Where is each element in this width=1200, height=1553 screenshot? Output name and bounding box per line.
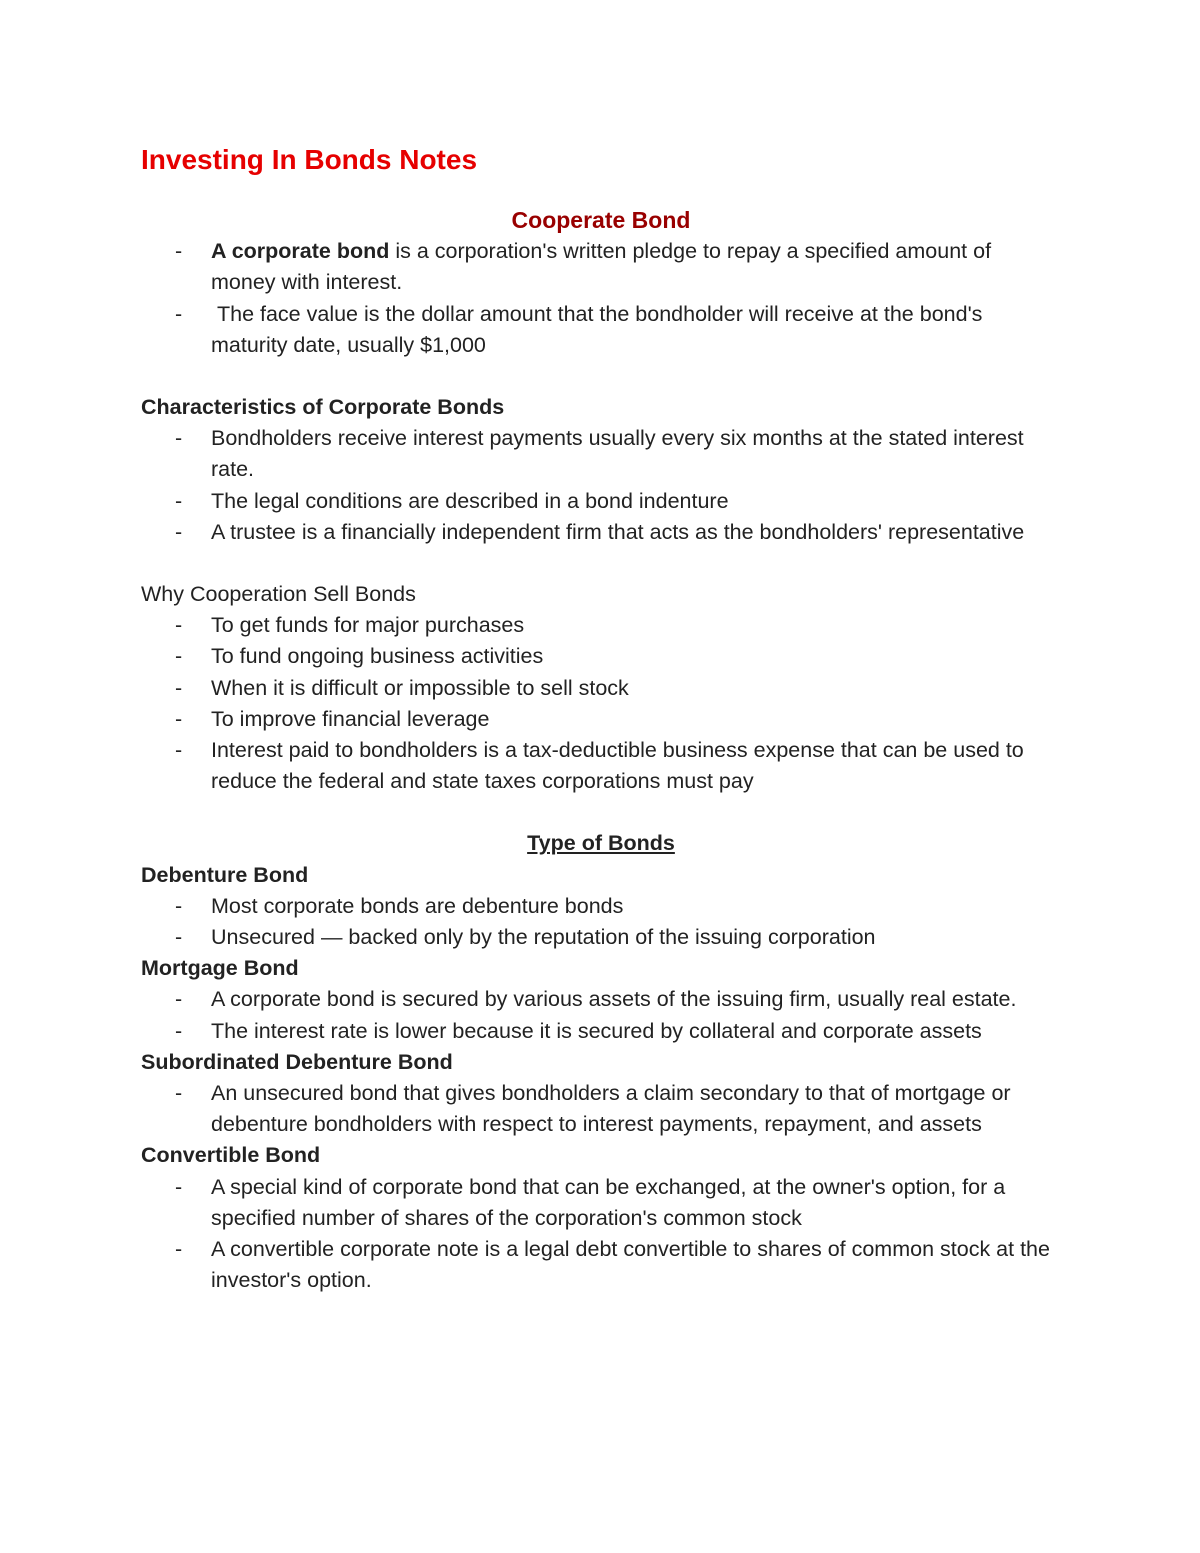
why-sell-heading: Why Cooperation Sell Bonds — [141, 582, 416, 607]
list-item: - To fund ongoing business activities — [141, 641, 1061, 672]
corporate-bond-term: A corporate bond — [211, 239, 390, 264]
cooperate-bond-heading: Cooperate Bond — [511, 207, 691, 233]
list-item: - The face value is the dollar amount that the bondholder will receive at the bond's maturity date, usually $1,000 — [141, 299, 1061, 361]
list-item: - Unsecured — backed only by the reputation of the issuing corporation — [141, 922, 1061, 953]
list-item: - When it is difficult or impossible to sell stock — [141, 673, 1061, 704]
characteristics-list — [141, 423, 1061, 548]
document-title: Investing In Bonds Notes — [141, 144, 478, 175]
cooperate-bond-list — [141, 236, 1061, 361]
list-item: - A trustee is a financially independent firm that acts as the bondholders' representative — [141, 517, 1061, 548]
list-item: - Interest paid to bondholders is a tax-deductible business expense that can be used to reduce the federal and state taxes corporations must pay — [141, 735, 1061, 797]
convertible-heading: Convertible Bond — [141, 1143, 321, 1168]
mortgage-heading: Mortgage Bond — [141, 956, 299, 981]
list-item: - To get funds for major purchases — [141, 610, 1061, 641]
convertible-list — [141, 1172, 1061, 1297]
list-item: - A convertible corporate note is a legal debt convertible to shares of common stock at the investor's option. — [141, 1234, 1061, 1296]
list-item: - A special kind of corporate bond that can be exchanged, at the owner's option, for a specified number of shares of the corporation's common stock — [141, 1172, 1061, 1234]
list-item: - A corporate bond is secured by various assets of the issuing firm, usually real estate. — [141, 984, 1061, 1015]
list-item: - The legal conditions are described in a bond indenture — [141, 486, 1061, 517]
document-page — [141, 140, 1061, 1297]
mortgage-list — [141, 984, 1061, 1046]
list-item: - The interest rate is lower because it is secured by collateral and corporate assets — [141, 1016, 1061, 1047]
list-item: - Bondholders receive interest payments usually every six months at the stated interest rate. — [141, 423, 1061, 485]
characteristics-heading: Characteristics of Corporate Bonds — [141, 395, 505, 420]
debenture-heading: Debenture Bond — [141, 862, 309, 887]
list-item — [141, 236, 1061, 298]
corporate-bond-definition: is a corporation's written pledge to repay a specified amount of money with interest. — [211, 239, 992, 295]
list-item: - Most corporate bonds are debenture bonds — [141, 891, 1061, 922]
subordinated-heading: Subordinated Debenture Bond — [141, 1049, 453, 1074]
debenture-list — [141, 891, 1061, 953]
types-heading: Type of Bonds — [527, 831, 675, 856]
why-sell-list — [141, 610, 1061, 797]
list-item: - To improve financial leverage — [141, 704, 1061, 735]
list-item: - An unsecured bond that gives bondholders a claim secondary to that of mortgage or debenture bondholders with respect to interest payments, repayment, and assets — [141, 1078, 1061, 1140]
subordinated-list — [141, 1078, 1061, 1140]
